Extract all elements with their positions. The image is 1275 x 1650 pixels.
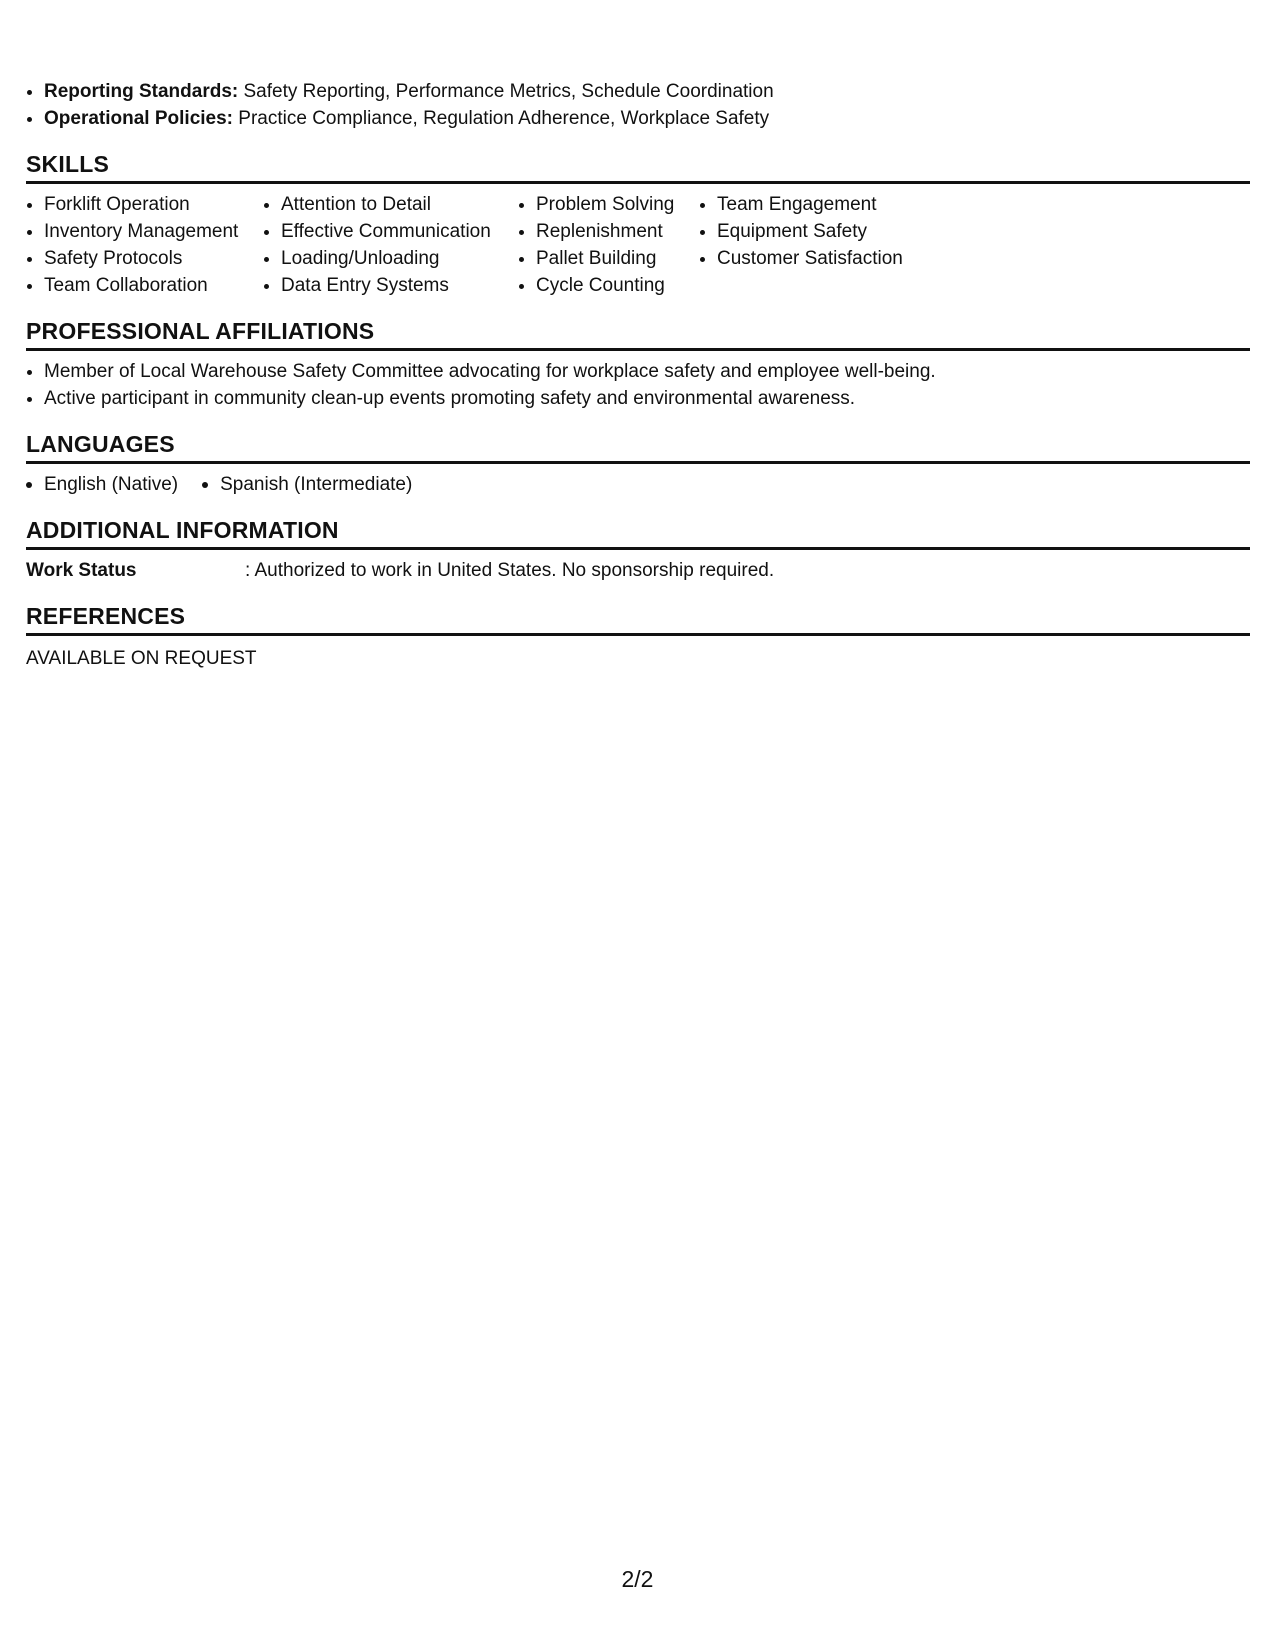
- affiliations-section: [26, 317, 1250, 412]
- skills-column: [518, 191, 699, 299]
- work-status-value: : Authorized to work in United States. No sponsorship required.: [245, 560, 775, 581]
- list-item: Spanish (Intermediate): [202, 471, 412, 498]
- section-title: REFERENCES: [26, 602, 1250, 636]
- list-item: [44, 78, 1250, 105]
- list-item: • Safety Protocols: [44, 245, 263, 272]
- top-bullet-list: [26, 78, 1250, 132]
- languages-section: [26, 430, 1250, 498]
- list-item: • Problem Solving: [536, 191, 699, 218]
- item-value: Safety Reporting, Performance Metrics, Schedule Coordination: [238, 81, 774, 102]
- list-item: • Data Entry Systems: [281, 272, 518, 299]
- references-section: [26, 602, 1250, 672]
- list-item: • Team Engagement: [717, 191, 937, 218]
- list-item: • Replenishment: [536, 218, 699, 245]
- skills-column: [26, 191, 263, 299]
- page-number: 2/2: [621, 1566, 654, 1592]
- list-item: • Team Collaboration: [44, 272, 263, 299]
- item-value: Practice Compliance, Regulation Adherence, Workplace Safety: [233, 108, 770, 129]
- resume-page: [26, 78, 1250, 672]
- list-item: • Cycle Counting: [536, 272, 699, 299]
- list-item: • Attention to Detail: [281, 191, 518, 218]
- languages-list: [26, 471, 1250, 498]
- list-item: • Forklift Operation: [44, 191, 263, 218]
- list-item: [44, 105, 1250, 132]
- section-title: SKILLS: [26, 150, 1250, 184]
- skills-grid: [26, 191, 1250, 299]
- section-title: ADDITIONAL INFORMATION: [26, 516, 1250, 550]
- skills-section: [26, 150, 1250, 299]
- additional-info-section: [26, 516, 1250, 584]
- affiliations-list: [26, 358, 1250, 412]
- section-title: PROFESSIONAL AFFILIATIONS: [26, 317, 1250, 351]
- section-body: [26, 471, 1250, 498]
- section-title: LANGUAGES: [26, 430, 1250, 464]
- work-status-label: Work Status: [26, 560, 137, 581]
- section-body: [26, 358, 1250, 412]
- skills-column: [263, 191, 518, 299]
- list-item: • Loading/Unloading: [281, 245, 518, 272]
- item-key: Reporting Standards:: [44, 81, 239, 102]
- references-text: AVAILABLE ON REQUEST: [26, 648, 257, 669]
- list-item: • Customer Satisfaction: [717, 245, 937, 272]
- list-item: • Active participant in community clean-up events promoting safety and environmental awareness.: [44, 385, 1250, 412]
- list-item: • Pallet Building: [536, 245, 699, 272]
- list-item: • Equipment Safety: [717, 218, 937, 245]
- list-item: • Effective Communication: [281, 218, 518, 245]
- list-item: • Member of Local Warehouse Safety Committee advocating for workplace safety and employee well-being.: [44, 358, 1250, 385]
- list-item: • Inventory Management: [44, 218, 263, 245]
- item-key: Operational Policies:: [44, 108, 233, 129]
- skills-column: [699, 191, 937, 299]
- list-item: English (Native): [26, 471, 178, 498]
- work-status-row: [26, 557, 1250, 584]
